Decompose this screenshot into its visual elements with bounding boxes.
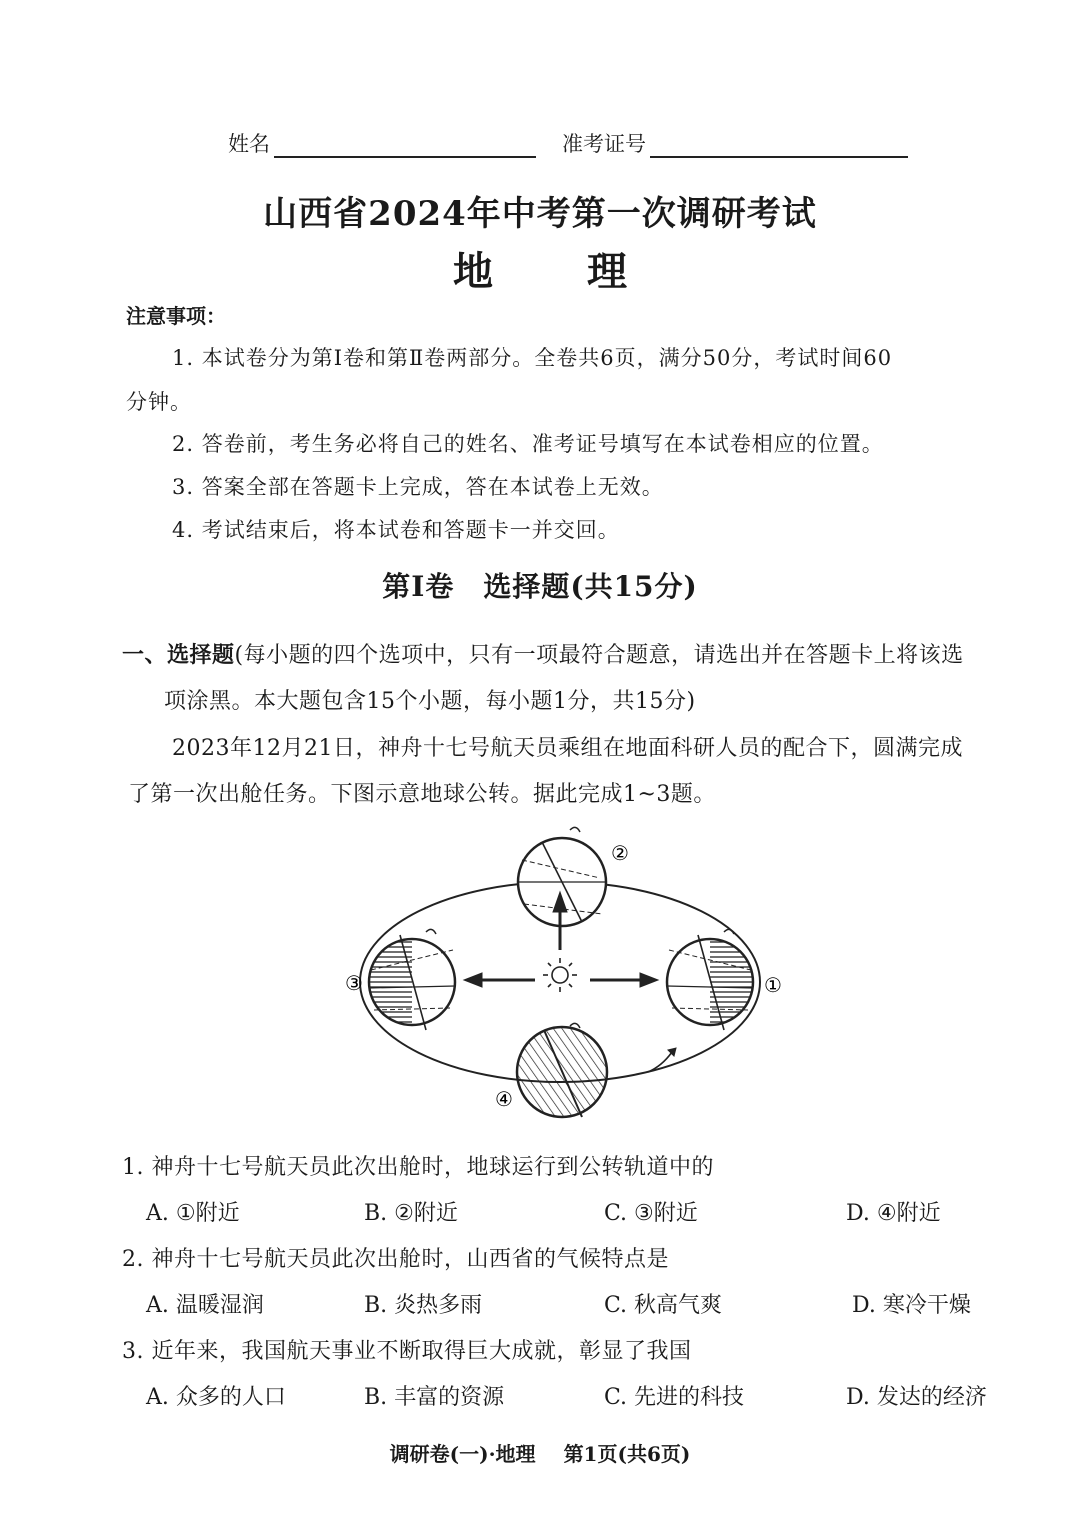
q3-option-d[interactable]: D. 发达的经济 bbox=[846, 1385, 987, 1410]
exam-id-field-row bbox=[562, 118, 908, 158]
q3-option-b[interactable]: B. 丰富的资源 bbox=[364, 1385, 505, 1410]
note-item: 2. 答卷前，考生务必将自己的姓名、准考证号填写在本试卷相应的位置。 bbox=[172, 432, 884, 456]
part-instructions bbox=[122, 638, 964, 669]
question-1-stem: 1. 神舟十七号航天员此次出舱时，地球运行到公转轨道中的 bbox=[122, 1155, 714, 1180]
notes-heading: 注意事项： bbox=[126, 304, 226, 328]
globe-4 bbox=[517, 1023, 607, 1117]
exam-id-blank[interactable] bbox=[650, 132, 908, 158]
part-desc-cont: 项涂黑。本大题包含15个小题，每小题1分，共15分) bbox=[164, 689, 696, 714]
globe-3 bbox=[369, 929, 455, 1030]
name-label: 姓名 bbox=[228, 132, 270, 156]
question-3-stem: 3. 近年来，我国航天事业不断取得巨大成就，彰显了我国 bbox=[122, 1339, 692, 1364]
question-2-stem: 2. 神舟十七号航天员此次出舱时，山西省的气候特点是 bbox=[122, 1247, 669, 1272]
note-item: 分钟。 bbox=[126, 390, 192, 414]
q1-option-b[interactable]: B. ②附近 bbox=[364, 1201, 458, 1226]
footer-paper-name: 调研卷(一)·地理 bbox=[389, 1442, 536, 1466]
name-field-row bbox=[228, 118, 536, 158]
q3-option-a[interactable]: A. 众多的人口 bbox=[146, 1385, 286, 1410]
label-3: ③ bbox=[345, 971, 363, 995]
subject-title: 地 理 bbox=[453, 248, 667, 295]
q2-option-d[interactable]: D. 寒冷干燥 bbox=[852, 1293, 971, 1318]
page-footer bbox=[0, 1438, 1080, 1467]
footer-page-number: 第1页(共6页) bbox=[563, 1442, 691, 1466]
label-4: ④ bbox=[495, 1087, 513, 1111]
globe-1 bbox=[667, 929, 753, 1030]
q1-option-a[interactable]: A. ①附近 bbox=[146, 1201, 240, 1226]
label-2: ② bbox=[611, 841, 629, 865]
section-title: 第Ⅰ卷 选择题(共15分) bbox=[382, 570, 698, 603]
part-heading: 一、选择题 bbox=[122, 642, 235, 668]
note-item: 3. 答案全部在答题卡上完成，答在本试卷上无效。 bbox=[172, 475, 664, 499]
label-1: ① bbox=[764, 973, 782, 997]
q2-option-b[interactable]: B. 炎热多雨 bbox=[364, 1293, 483, 1318]
sun-icon bbox=[543, 958, 577, 992]
note-item: 1. 本试卷分为第Ⅰ卷和第Ⅱ卷两部分。全卷共6页，满分50分，考试时间60 bbox=[172, 346, 893, 370]
name-blank[interactable] bbox=[274, 132, 536, 158]
q1-option-d[interactable]: D. ④附近 bbox=[846, 1201, 941, 1226]
intro-line: 2023年12月21日，神舟十七号航天员乘组在地面科研人员的配合下，圆满完成 bbox=[172, 736, 963, 761]
q3-option-c[interactable]: C. 先进的科技 bbox=[604, 1385, 745, 1410]
intro-line: 了第一次出舱任务。下图示意地球公转。据此完成1~3题。 bbox=[128, 782, 716, 807]
part-desc: (每小题的四个选项中，只有一项最符合题意，请选出并在答题卡上将该选 bbox=[234, 643, 964, 668]
q2-option-a[interactable]: A. 温暖湿润 bbox=[146, 1293, 264, 1318]
q2-option-c[interactable]: C. 秋高气爽 bbox=[604, 1293, 723, 1318]
exam-id-label: 准考证号 bbox=[562, 132, 646, 156]
note-item: 4. 考试结束后，将本试卷和答题卡一并交回。 bbox=[172, 518, 620, 542]
q1-option-c[interactable]: C. ③附近 bbox=[604, 1201, 698, 1226]
earth-revolution-diagram bbox=[330, 820, 810, 1120]
exam-title: 山西省2024年中考第一次调研考试 bbox=[263, 194, 817, 234]
